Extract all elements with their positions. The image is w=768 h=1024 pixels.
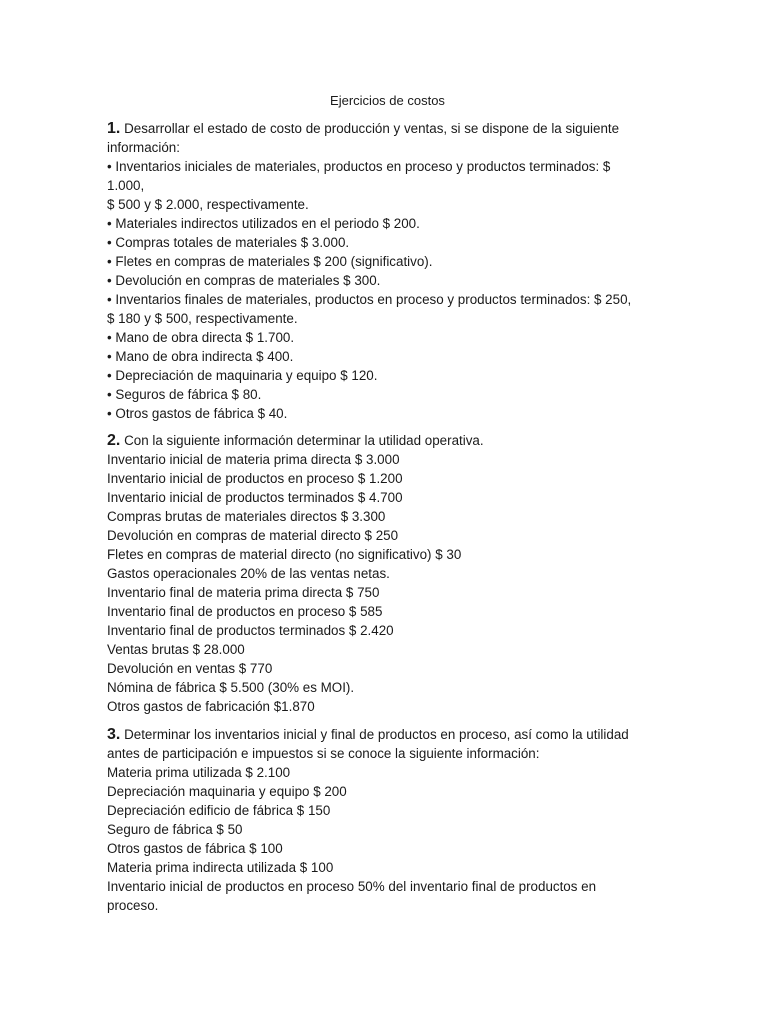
- list-item: $ 180 y $ 500, respectivamente.: [107, 311, 298, 326]
- list-item: proceso.: [107, 898, 159, 913]
- list-item: Inventario inicial de productos en proceso 50% del inventario final de productos en: [107, 879, 597, 894]
- list-item: Gastos operacionales 20% de las ventas netas.: [107, 566, 390, 581]
- exercise-2-heading: [107, 431, 668, 450]
- list-item: 1.000,: [107, 178, 145, 193]
- list-item: Depreciación edificio de fábrica $ 150: [107, 803, 331, 818]
- list-item: Otros gastos de fábrica $ 100: [107, 841, 283, 856]
- exercise-3-heading: [107, 725, 668, 744]
- list-item: • Devolución en compras de materiales $ 300.: [107, 273, 381, 288]
- exercise-number: 1.: [107, 120, 121, 137]
- list-item: • Inventarios finales de materiales, productos en proceso y productos terminados: $ 250,: [107, 292, 632, 307]
- list-item: Inventario final de materia prima directa $ 750: [107, 585, 380, 600]
- list-item: • Inventarios iniciales de materiales, productos en proceso y productos terminados: $: [107, 159, 611, 174]
- exercise-number: 3.: [107, 726, 121, 743]
- list-item: Inventario inicial de productos en proceso $ 1.200: [107, 471, 403, 486]
- exercise-intro-line: Con la siguiente información determinar la utilidad operativa.: [124, 433, 484, 448]
- list-item: • Mano de obra directa $ 1.700.: [107, 330, 295, 345]
- exercise-intro-line: Determinar los inventarios inicial y final de productos en proceso, así como la utilidad: [124, 727, 629, 742]
- exercise-intro-line: información:: [107, 140, 180, 155]
- exercise-3: [107, 725, 668, 915]
- exercise-2: [107, 431, 668, 716]
- list-item: Inventario final de productos terminados $ 2.420: [107, 623, 394, 638]
- list-item: Nómina de fábrica $ 5.500 (30% es MOI).: [107, 680, 355, 695]
- list-item: Depreciación maquinaria y equipo $ 200: [107, 784, 347, 799]
- list-item: • Seguros de fábrica $ 80.: [107, 387, 262, 402]
- exercise-number: 2.: [107, 432, 121, 449]
- exercise-1-heading: [107, 119, 668, 138]
- list-item: Seguro de fábrica $ 50: [107, 822, 243, 837]
- list-item: • Mano de obra indirecta $ 400.: [107, 349, 294, 364]
- list-item: Inventario inicial de productos terminados $ 4.700: [107, 490, 403, 505]
- list-item: Inventario final de productos en proceso $ 585: [107, 604, 383, 619]
- list-item: Otros gastos de fabricación $1.870: [107, 699, 315, 714]
- list-item: $ 500 y $ 2.000, respectivamente.: [107, 197, 309, 212]
- list-item: Ventas brutas $ 28.000: [107, 642, 245, 657]
- list-item: • Depreciación de maquinaria y equipo $ 120.: [107, 368, 378, 383]
- list-item: • Fletes en compras de materiales $ 200 (significativo).: [107, 254, 433, 269]
- list-item: Compras brutas de materiales directos $ 3.300: [107, 509, 386, 524]
- list-item: Materia prima utilizada $ 2.100: [107, 765, 291, 780]
- exercise-intro-line: Desarrollar el estado de costo de producción y ventas, si se dispone de la siguiente: [124, 121, 620, 136]
- list-item: Devolución en compras de material directo $ 250: [107, 528, 399, 543]
- list-item: • Compras totales de materiales $ 3.000.: [107, 235, 350, 250]
- list-item: • Otros gastos de fábrica $ 40.: [107, 406, 288, 421]
- document-title: Ejercicios de costos: [330, 93, 445, 108]
- exercise-1: [107, 119, 668, 423]
- list-item: Materia prima indirecta utilizada $ 100: [107, 860, 334, 875]
- list-item: Fletes en compras de material directo (no significativo) $ 30: [107, 547, 462, 562]
- list-item: • Materiales indirectos utilizados en el periodo $ 200.: [107, 216, 420, 231]
- list-item: Inventario inicial de materia prima directa $ 3.000: [107, 452, 400, 467]
- exercise-intro-line: antes de participación e impuestos si se conoce la siguiente información:: [107, 746, 540, 761]
- list-item: Devolución en ventas $ 770: [107, 661, 273, 676]
